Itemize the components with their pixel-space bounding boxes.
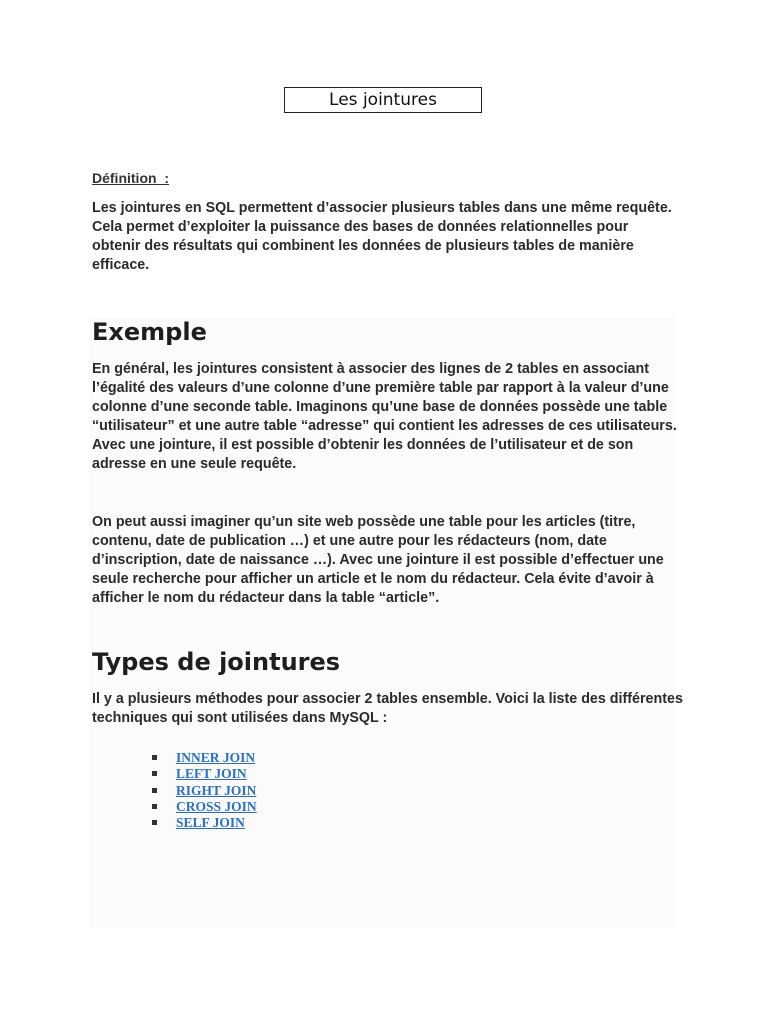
inner-join-link[interactable]: INNER JOIN: [176, 750, 256, 765]
cross-join-link[interactable]: CROSS JOIN: [176, 798, 257, 814]
join-types-list: [152, 750, 257, 831]
square-bullet-icon: [152, 820, 157, 825]
exemple-paragraph-1: En général, les jointures consistent à associer des lignes de 2 tables en associant l’égalité des valeurs d’une colonne d’une première table par rapport à la valeur d’une colonne d’une seconde table. Imaginons qu’une base de données possède une table “utilisateur” et une autre table “adresse” qui contient les adresses de ces utilisateurs. Avec une jointure, il est possible d’obtenir les données de l’utilisateur et de son adresse en une seule requête.: [92, 361, 677, 472]
list-item: [152, 766, 257, 782]
exemple-heading: Exemple: [92, 318, 207, 346]
square-bullet-icon: [152, 804, 157, 809]
exemple-paragraph-2: On peut aussi imaginer qu’un site web possède une table pour les articles (titre, contenu, date de publication …) et une autre pour les rédacteurs (nom, date d’inscription, date de naissance …). Avec une jointure il est possible d’effectuer une seule recherche pour afficher un article et le nom du rédacteur. Cela évite d’avoir à afficher le nom du rédacteur dans la table “article”.: [92, 514, 664, 606]
list-item: [152, 815, 257, 831]
list-item: [152, 783, 257, 799]
types-heading: Types de jointures: [92, 648, 341, 676]
definition-label: Définition :: [92, 170, 169, 186]
definition-text: Les jointures en SQL permettent d’associer plusieurs tables dans une même requête. Cela permet d’exploiter la puissance des bases de données relationnelles pour obtenir des résultats qui combinent les données de plusieurs tables de manière efficace.: [92, 200, 672, 273]
right-join-link[interactable]: RIGHT JOIN: [176, 782, 257, 798]
self-join-link[interactable]: SELF JOIN: [176, 815, 245, 831]
left-join-link[interactable]: LEFT JOIN: [176, 766, 247, 782]
square-bullet-icon: [152, 788, 157, 793]
types-intro: Il y a plusieurs méthodes pour associer 2 tables ensemble. Voici la liste des différentes techniques qui sont utilisées dans MySQL :: [92, 691, 683, 726]
square-bullet-icon: [152, 771, 157, 776]
square-bullet-icon: [152, 755, 157, 760]
list-item: [152, 799, 257, 815]
list-item: [152, 750, 257, 766]
page-title: Les jointures: [284, 87, 482, 113]
